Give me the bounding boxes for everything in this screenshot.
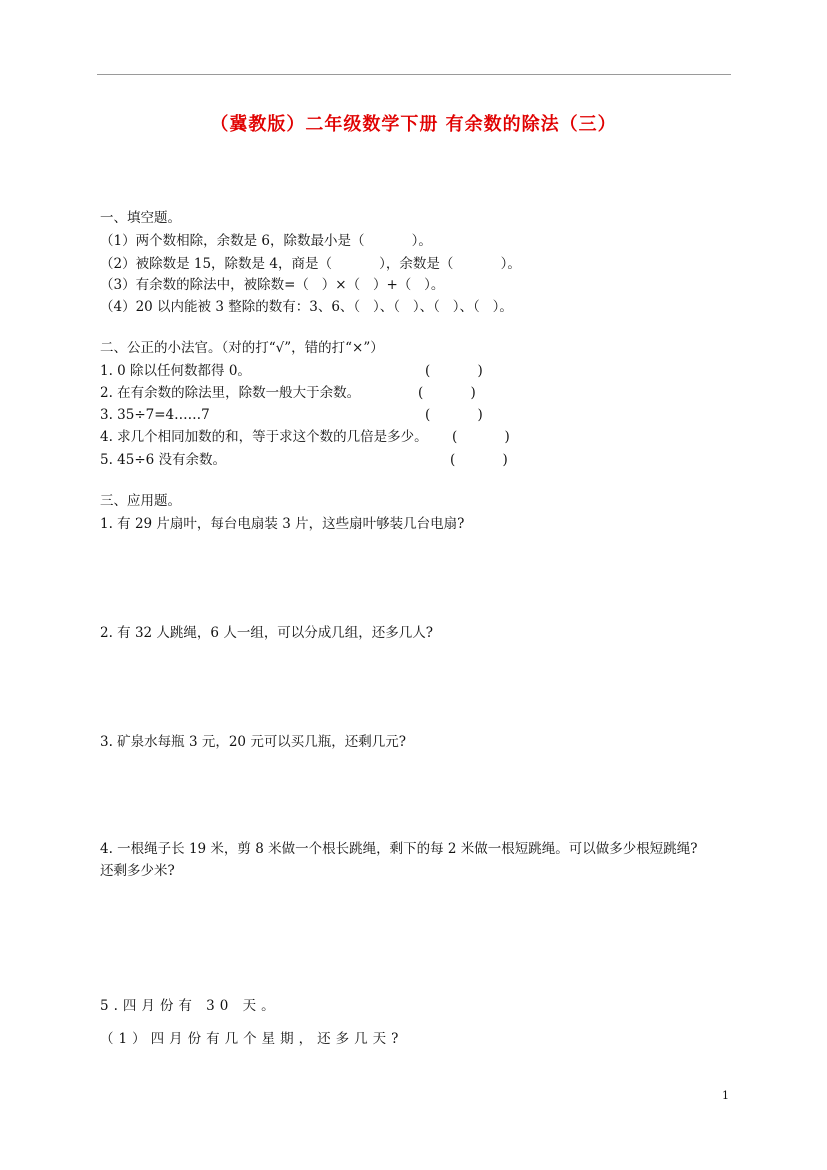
page-title: （冀教版）二年级数学下册 有余数的除法（三） <box>210 114 617 135</box>
section3-heading: 三、应用题。 <box>100 493 181 509</box>
judge-item-2: 2. 在有余数的除法里，除数一般大于余数。 <box>100 385 361 401</box>
section1-heading: 一、填空题。 <box>100 210 181 226</box>
word-problem-3: 3. 矿泉水每瓶 3 元，20 元可以买几瓶，还剩几元? <box>100 734 407 750</box>
header-rule <box>97 74 731 75</box>
section2-heading: 二、公正的小法官。（对的打“√”，错的打“×”） <box>100 340 384 356</box>
page-number: 1 <box>722 1089 729 1102</box>
word-problem-5-sub-1: （1）四月份有几个星期，还多几天? <box>100 1031 404 1047</box>
word-problem-4: 4. 一根绳子长 19 米，剪 8 米做一个根长跳绳，剩下的每 2 米做一根短跳绳。可以做多少根短跳绳? <box>100 841 698 857</box>
fill-blank-item-3: （3）有余数的除法中，被除数=（ ）×（ ）+（ ）。 <box>100 277 445 293</box>
word-problem-1: 1. 有 29 片扇叶，每台电扇装 3 片，这些扇叶够装几台电扇? <box>100 516 465 532</box>
judge-item-4: 4. 求几个相同加数的和，等于求这个数的几倍是多少。 <box>100 429 428 445</box>
word-problem-4-continued: 还剩多少米? <box>100 863 175 879</box>
judge-answer-blank-1: ( ) <box>425 363 483 379</box>
fill-blank-item-1: （1）两个数相除，余数是 6，除数最小是（ ）。 <box>100 233 432 249</box>
judge-answer-blank-4: ( ) <box>452 429 510 445</box>
judge-item-1: 1. 0 除以任何数都得 0。 <box>100 363 251 379</box>
judge-item-3: 3. 35÷7=4……7 <box>100 407 210 423</box>
word-problem-2: 2. 有 32 人跳绳，6 人一组，可以分成几组，还多几人? <box>100 625 434 641</box>
judge-answer-blank-5: ( ) <box>450 452 508 468</box>
judge-answer-blank-3: ( ) <box>425 407 483 423</box>
fill-blank-item-4: （4）20 以内能被 3 整除的数有：3、6、（ ）、（ ）、（ ）、（ ）。 <box>100 299 513 315</box>
judge-item-5: 5. 45÷6 没有余数。 <box>100 452 227 468</box>
judge-answer-blank-2: ( ) <box>418 385 476 401</box>
fill-blank-item-2: （2）被除数是 15，除数是 4，商是（ ），余数是（ ）。 <box>100 256 521 272</box>
word-problem-5: 5.四月份有 30 天。 <box>100 998 280 1014</box>
